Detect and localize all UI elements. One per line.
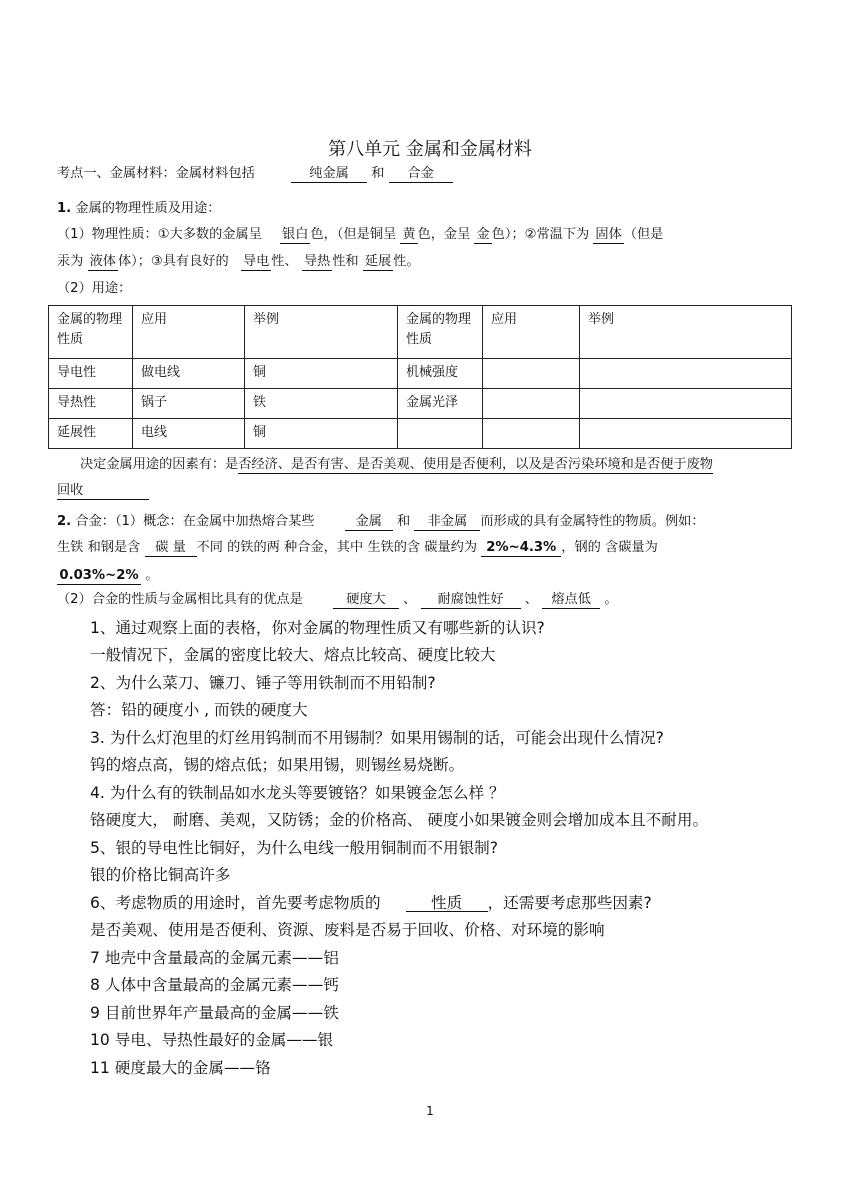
question-6 xyxy=(90,892,652,914)
text-segment: 汞为 xyxy=(57,254,84,269)
blank-gold: 金 xyxy=(476,227,490,242)
question-2: 2、为什么菜刀、镰刀、锤子等用铁制而不用铅制? xyxy=(90,674,436,692)
text-segment: 、 xyxy=(524,592,538,607)
blank-silver-white: 银白 xyxy=(282,227,309,242)
text-segment: 色，（但是铜呈 xyxy=(310,227,397,242)
factors-line2 xyxy=(57,482,149,500)
fact-11: 11 硬度最大的金属——铬 xyxy=(90,1059,271,1077)
header-cell: 金属的物理性质 xyxy=(398,306,483,359)
answer-6: 是否美观、使用是否便利、资源、废料是否易于回收、价格、对环境的影响 xyxy=(90,921,605,939)
section1-number: 1. xyxy=(57,201,72,216)
text-segment: 物理性质：①大多数的金属呈 xyxy=(91,227,262,242)
blank-steel-carbon: 0.03%~2% xyxy=(57,568,141,585)
table-cell: 锅子 xyxy=(133,389,245,419)
section1-heading xyxy=(57,200,220,218)
table-cell: 铁 xyxy=(245,389,398,419)
text-segment: 生铁 和钢是含 xyxy=(57,540,141,555)
question-4: 4. 为什么有的铁制品如水龙头等要镀铬？如果镀金怎么样 ？ xyxy=(90,784,505,802)
page-number: 1 xyxy=(426,1104,434,1118)
text-segment: 性和 xyxy=(332,254,359,269)
blank-corrosion: 耐腐蚀性好 xyxy=(421,592,521,609)
text-segment: 不同 的铁的两 种合金，其中 生铁的含 碳量约为 xyxy=(196,540,478,555)
uses-heading: （2）用途： xyxy=(57,281,132,296)
blank-hardness: 硬度大 xyxy=(333,592,399,609)
blank-melting-point: 熔点低 xyxy=(542,592,600,609)
answer-4: 铬硬度大， 耐磨、美观，又防锈；金的价格高、 硬度小如果镀金则会增加成本且不耐用。 xyxy=(90,811,709,829)
text-segment: 和 xyxy=(396,514,411,529)
table-cell xyxy=(483,389,580,419)
table-cell xyxy=(483,359,580,389)
table-row xyxy=(49,389,792,419)
section1-title: 金属的物理性质及用途： xyxy=(75,201,221,216)
table-cell: 电线 xyxy=(133,419,245,449)
header-cell: 应用 xyxy=(133,306,245,359)
blank-metal: 金属 xyxy=(345,514,393,531)
fact-9: 9 目前世界年产量最高的金属——铁 xyxy=(90,1004,339,1022)
header-cell: 举例 xyxy=(245,306,398,359)
text-segment: 而形成的具有金属特性的物质。例如： xyxy=(480,514,705,529)
table-cell: 做电线 xyxy=(133,359,245,389)
kaodian1-line xyxy=(57,165,453,183)
text-segment: 、 xyxy=(403,592,417,607)
blank-thermal: 导热 xyxy=(303,254,331,269)
kaodian1-prefix: 考点一、金属材料：金属材料包括 xyxy=(57,166,255,181)
answer-2: 答：铅的硬度小 , 而铁的硬度大 xyxy=(90,701,308,719)
text-segment: （但是 xyxy=(623,227,664,242)
table-cell: 金属光泽 xyxy=(398,389,483,419)
question-5: 5、银的导电性比铜好，为什么电线一般用铜制而不用银制? xyxy=(90,839,499,857)
item-number: （1） xyxy=(57,227,92,242)
fact-7: 7 地壳中含量最高的金属元素——铝 xyxy=(90,949,339,967)
table-cell xyxy=(483,419,580,449)
answer-3: 钨的熔点高，锡的熔点低；如果用锡，则锡丝易烧断。 xyxy=(90,756,465,774)
factors-underlined: 否经济、是否有害、是否美观、使用是否便利，以及是否污染环境和是否便于废物 xyxy=(238,457,713,472)
table-cell: 延展性 xyxy=(49,419,133,449)
table-cell xyxy=(580,359,792,389)
alloy-line2 xyxy=(57,539,658,557)
table-header-row xyxy=(49,306,792,359)
header-cell: 应用 xyxy=(483,306,580,359)
text-segment: 。 xyxy=(145,568,159,583)
blank-alloy: 合金 xyxy=(389,166,453,183)
physical-properties-line2 xyxy=(57,253,420,271)
blank-pure-metal: 纯金属 xyxy=(291,166,367,183)
answer-5: 银的价格比铜高许多 xyxy=(90,866,231,884)
answer-1: 一般情况下，金属的密度比较大、熔点比较高、硬度比较大 xyxy=(90,646,496,664)
text-segment: 性、 xyxy=(271,254,298,269)
blank-ductile: 延展 xyxy=(364,254,392,269)
text-segment: 。 xyxy=(604,592,618,607)
blank-carbon-content: 碳 量 xyxy=(145,540,197,557)
text-segment: 合金：（1）概念：在金属中加热熔合某些 xyxy=(75,514,315,529)
blank-pig-iron-carbon: 2%~4.3% xyxy=(481,540,561,557)
blank-liquid: 液体 xyxy=(89,254,116,269)
text-segment: ，钢的 含碳量为 xyxy=(561,540,658,555)
table-cell: 导电性 xyxy=(49,359,133,389)
table-cell: 铜 xyxy=(245,419,398,449)
table-cell xyxy=(580,389,792,419)
properties-table xyxy=(48,305,792,449)
page-title: 第八单元 金属和金属材料 xyxy=(328,139,532,160)
table-cell xyxy=(398,419,483,449)
text-segment: 6、考虑物质的用途时，首先要考虑物质的 xyxy=(90,894,381,912)
question-1: 1、通过观察上面的表格，你对金属的物理性质又有哪些新的认识? xyxy=(90,619,545,637)
blank-property: 性质 xyxy=(406,895,488,912)
kaodian1-and: 和 xyxy=(371,166,385,181)
text-segment: 色）；②常温下为 xyxy=(491,227,590,242)
alloy-line3 xyxy=(57,567,158,585)
factors-recycle: 回收 xyxy=(57,483,149,500)
fact-8: 8 人体中含量最高的金属元素——钙 xyxy=(90,976,339,994)
text-segment: 决定金属用途的因素有：是 xyxy=(80,457,239,472)
text-segment: （2）合金的性质与金属相比具有的优点是 xyxy=(57,592,303,607)
table-cell: 机械强度 xyxy=(398,359,483,389)
table-row xyxy=(49,359,792,389)
blank-nonmetal: 非金属 xyxy=(414,514,480,531)
question-3: 3. 为什么灯泡里的灯丝用钨制而不用锡制？如果用锡制的话，可能会出现什么情况? xyxy=(90,729,664,747)
text-segment: ，还需要考虑那些因素? xyxy=(487,894,652,912)
text-segment: 体）；③具有良好的 xyxy=(117,254,229,269)
blank-conductive: 导电 xyxy=(242,254,270,269)
section2-number: 2. xyxy=(57,514,72,529)
table-cell: 铜 xyxy=(245,359,398,389)
header-cell: 举例 xyxy=(580,306,792,359)
blank-solid: 固体 xyxy=(595,227,622,242)
text-segment: 性。 xyxy=(393,254,420,269)
fact-10: 10 导电、导热性最好的金属——银 xyxy=(90,1031,334,1049)
alloy-line1 xyxy=(57,513,705,531)
text-segment: 色，金呈 xyxy=(417,227,471,242)
physical-properties-line1 xyxy=(57,226,663,244)
header-cell: 金属的物理性质 xyxy=(49,306,133,359)
table-row xyxy=(49,419,792,449)
table-cell: 导热性 xyxy=(49,389,133,419)
table-cell xyxy=(580,419,792,449)
blank-yellow: 黄 xyxy=(402,227,416,242)
factors-line1 xyxy=(80,456,713,474)
alloy-line4 xyxy=(57,591,618,609)
